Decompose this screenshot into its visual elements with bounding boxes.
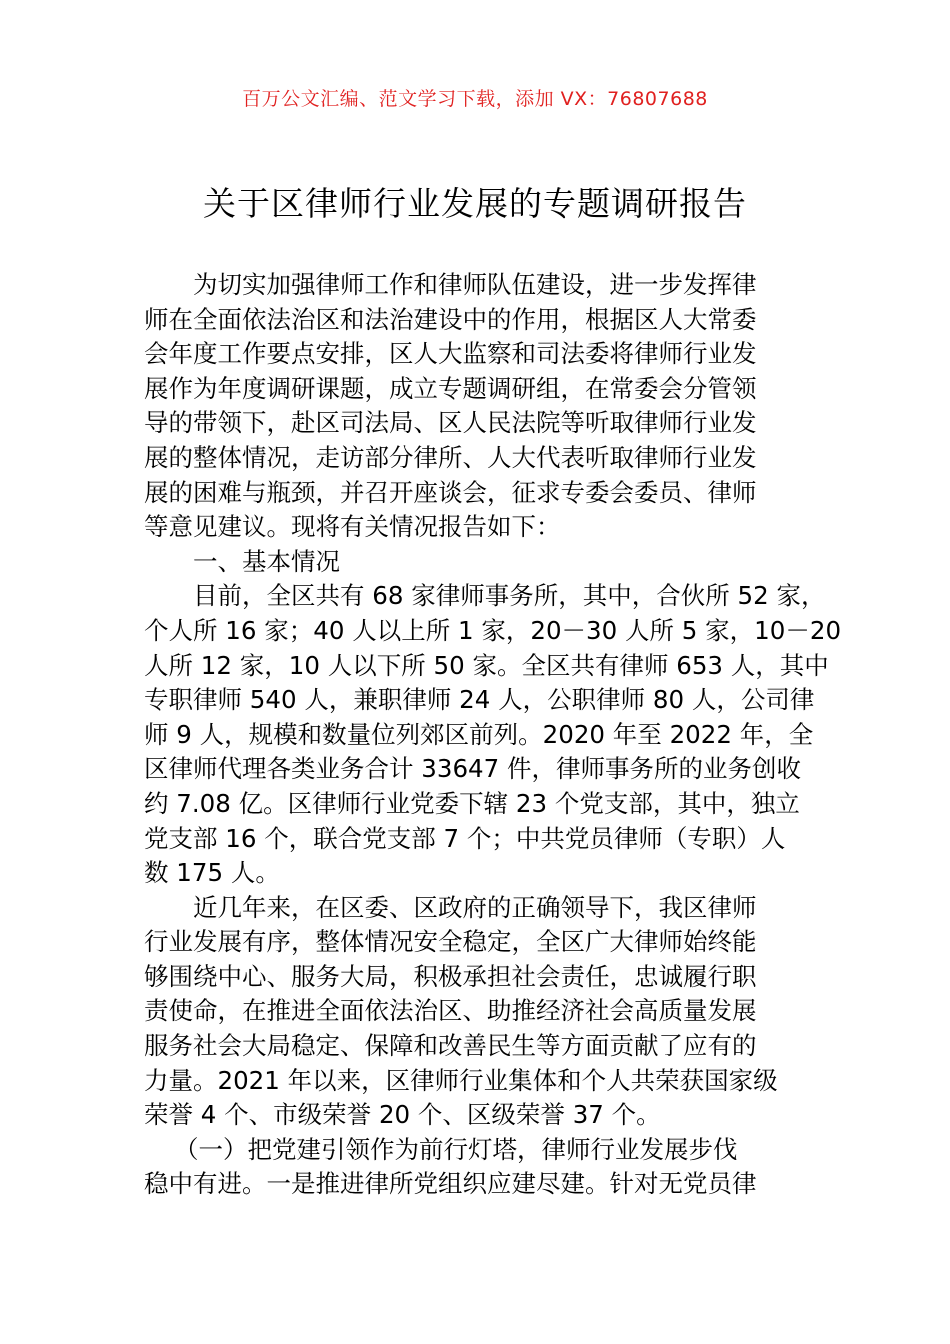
paragraph-line: 个人所 16 家；40 人以上所 1 家，20－30 人所 5 家，10－20 <box>144 615 842 645</box>
document-title: 关于区律师行业发展的专题调研报告 <box>203 184 747 223</box>
subsection-heading-line: （一）把党建引领作为前行灯塔，律师行业发展步伐 <box>174 1134 738 1164</box>
paragraph-line: 师 9 人，规模和数量位列郊区前列。2020 年至 2022 年，全 <box>144 719 814 749</box>
paragraph-line: 等意见建议。现将有关情况报告如下： <box>144 512 561 542</box>
paragraph-line: 会年度工作要点安排，区人大监察和司法委将律师行业发 <box>144 339 757 369</box>
paragraph-line: 近几年来，在区委、区政府的正确领导下，我区律师 <box>193 892 757 922</box>
paragraph-line: 党支部 16 个，联合党支部 7 个；中共党员律师（专职）人 <box>144 823 786 853</box>
paragraph-line: 服务社会大局稳定、保障和改善民生等方面贡献了应有的 <box>144 1031 757 1061</box>
paragraph-line: 展作为年度调研课题，成立专题调研组，在常委会分管领 <box>144 373 757 403</box>
paragraph-line: 导的带领下，赴区司法局、区人民法院等听取律师行业发 <box>144 408 757 438</box>
paragraph-line: 为切实加强律师工作和律师队伍建设，进一步发挥律 <box>193 270 757 299</box>
paragraph-line: 展的整体情况，走访部分律所、人大代表听取律师行业发 <box>144 442 757 472</box>
paragraph-line: 展的困难与瓶颈，并召开座谈会，征求专委会委员、律师 <box>144 477 757 507</box>
paragraph-line: 够围绕中心、服务大局，积极承担社会责任，忠诚履行职 <box>144 961 757 991</box>
paragraph-line: 约 7.08 亿。区律师行业党委下辖 23 个党支部，其中，独立 <box>144 788 800 818</box>
paragraph-line: 力量。2021 年以来，区律师行业集体和个人共荣获国家级 <box>144 1065 778 1095</box>
header-note: 百万公文汇编、范文学习下载，添加 VX：76807688 <box>242 88 708 110</box>
document-body <box>144 268 842 1202</box>
paragraph-line: 师在全面依法治区和法治建设中的作用，根据区人大常委 <box>144 304 757 334</box>
paragraph-line: 稳中有进。一是推进律所党组织应建尽建。针对无党员律 <box>144 1169 757 1199</box>
paragraph-line: 荣誉 4 个、市级荣誉 20 个、区级荣誉 37 个。 <box>144 1100 661 1130</box>
paragraph-line: 行业发展有序，整体情况安全稳定，全区广大律师始终能 <box>144 927 757 957</box>
section-heading: 一、基本情况 <box>193 546 340 576</box>
paragraph-line: 数 175 人。 <box>144 858 280 888</box>
paragraph-line: 目前，全区共有 68 家律师事务所，其中，合伙所 52 家， <box>193 581 826 611</box>
paragraph-line: 区律师代理各类业务合计 33647 件，律师事务所的业务创收 <box>144 754 802 784</box>
paragraph-line: 专职律师 540 人，兼职律师 24 人，公职律师 80 人，公司律 <box>144 685 815 715</box>
paragraph-line: 人所 12 家，10 人以下所 50 家。全区共有律师 653 人，其中 <box>144 650 829 680</box>
paragraph-line: 责使命，在推进全面依法治区、助推经济社会高质量发展 <box>144 996 757 1026</box>
